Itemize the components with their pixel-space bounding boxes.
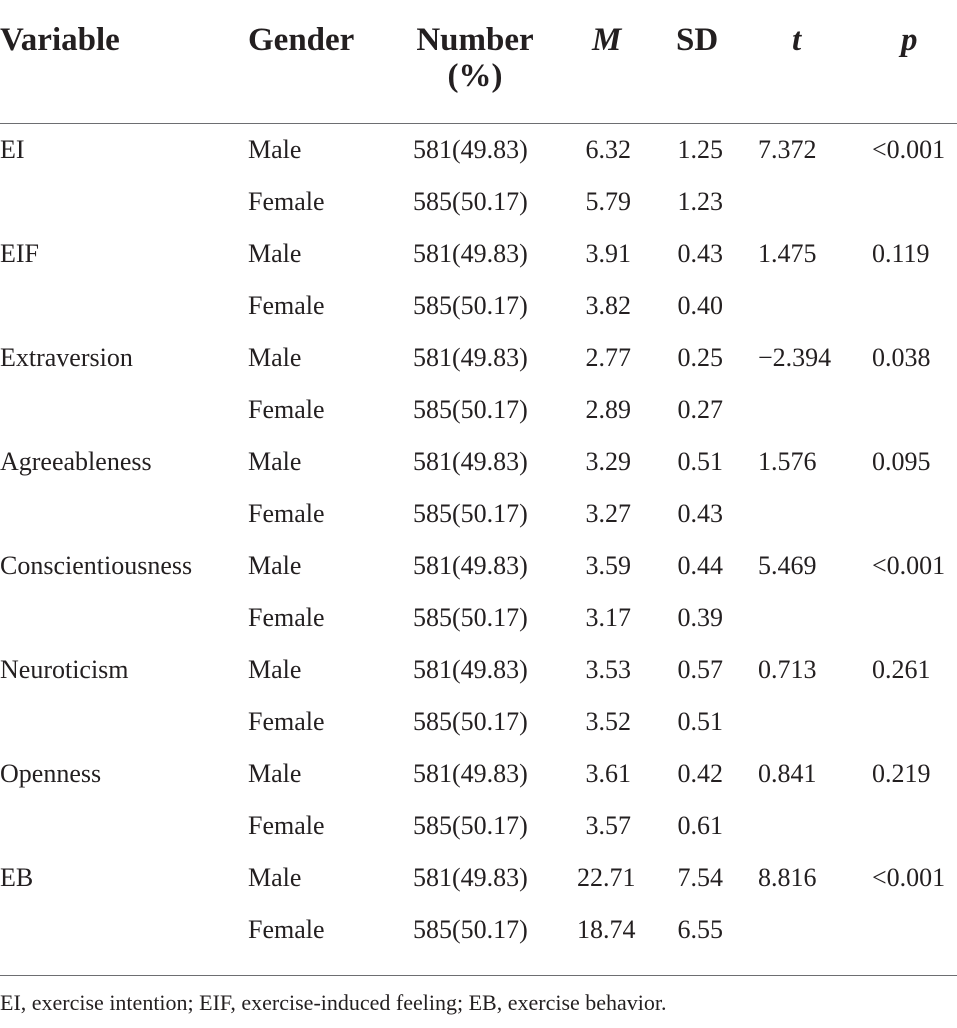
cell-t: 5.469 bbox=[758, 551, 817, 580]
cell-sd: 0.44 bbox=[677, 551, 723, 580]
header-number: Number (%) bbox=[416, 22, 534, 94]
cell-gender: Male bbox=[248, 863, 302, 892]
table-row bbox=[0, 492, 957, 544]
table-row bbox=[0, 700, 957, 752]
cell-number: 581(49.83) bbox=[413, 447, 528, 476]
cell-sd: 0.61 bbox=[677, 811, 723, 840]
cell-gender: Male bbox=[248, 551, 302, 580]
table-row bbox=[0, 648, 957, 700]
cell-gender: Female bbox=[248, 499, 325, 528]
cell-mean: 18.74 bbox=[577, 915, 636, 944]
table-row bbox=[0, 388, 957, 440]
cell-t: 0.841 bbox=[758, 759, 817, 788]
cell-gender: Male bbox=[248, 655, 302, 684]
cell-variable: EB bbox=[0, 863, 34, 892]
cell-t: 7.372 bbox=[758, 135, 817, 164]
cell-mean: 3.52 bbox=[585, 707, 631, 736]
cell-p: <0.001 bbox=[872, 135, 946, 164]
bottom-rule bbox=[0, 975, 957, 976]
cell-sd: 0.57 bbox=[677, 655, 723, 684]
cell-sd: 1.25 bbox=[677, 135, 723, 164]
cell-mean: 2.77 bbox=[585, 343, 631, 372]
cell-gender: Male bbox=[248, 239, 302, 268]
table-row bbox=[0, 232, 957, 284]
table-row bbox=[0, 596, 957, 648]
cell-sd: 0.39 bbox=[677, 603, 723, 632]
cell-sd: 0.42 bbox=[677, 759, 723, 788]
table-row bbox=[0, 440, 957, 492]
cell-gender: Female bbox=[248, 915, 325, 944]
table-row bbox=[0, 128, 957, 180]
cell-sd: 0.43 bbox=[677, 499, 723, 528]
cell-sd: 0.51 bbox=[677, 447, 723, 476]
header-mean: M bbox=[592, 22, 622, 58]
cell-number: 581(49.83) bbox=[413, 655, 528, 684]
cell-gender: Female bbox=[248, 811, 325, 840]
header-variable: Variable bbox=[0, 22, 120, 58]
cell-mean: 3.61 bbox=[585, 759, 631, 788]
cell-t: 1.576 bbox=[758, 447, 817, 476]
cell-gender: Female bbox=[248, 395, 325, 424]
header-t: t bbox=[792, 22, 802, 58]
cell-gender: Male bbox=[248, 135, 302, 164]
cell-mean: 2.89 bbox=[585, 395, 631, 424]
cell-t: 0.713 bbox=[758, 655, 817, 684]
cell-sd: 7.54 bbox=[677, 863, 723, 892]
cell-mean: 3.91 bbox=[585, 239, 631, 268]
cell-sd: 0.27 bbox=[677, 395, 723, 424]
cell-mean: 3.82 bbox=[585, 291, 631, 320]
cell-p: <0.001 bbox=[872, 863, 946, 892]
cell-number: 581(49.83) bbox=[413, 759, 528, 788]
table-body bbox=[0, 128, 957, 960]
header-gender: Gender bbox=[248, 22, 355, 58]
cell-mean: 3.27 bbox=[585, 499, 631, 528]
cell-t: −2.394 bbox=[758, 343, 832, 372]
cell-p: <0.001 bbox=[872, 551, 946, 580]
table-row bbox=[0, 752, 957, 804]
cell-sd: 0.25 bbox=[677, 343, 723, 372]
cell-mean: 22.71 bbox=[577, 863, 636, 892]
cell-gender: Female bbox=[248, 291, 325, 320]
table-row bbox=[0, 284, 957, 336]
cell-gender: Male bbox=[248, 343, 302, 372]
cell-number: 585(50.17) bbox=[413, 291, 528, 320]
cell-number: 581(49.83) bbox=[413, 239, 528, 268]
cell-mean: 5.79 bbox=[585, 187, 631, 216]
table-row bbox=[0, 856, 957, 908]
cell-number: 585(50.17) bbox=[413, 187, 528, 216]
cell-gender: Female bbox=[248, 707, 325, 736]
cell-mean: 3.29 bbox=[585, 447, 631, 476]
cell-number: 581(49.83) bbox=[413, 135, 528, 164]
cell-variable: Extraversion bbox=[0, 343, 133, 372]
cell-number: 581(49.83) bbox=[413, 343, 528, 372]
cell-mean: 3.57 bbox=[585, 811, 631, 840]
cell-variable: Neuroticism bbox=[0, 655, 129, 684]
cell-number: 585(50.17) bbox=[413, 603, 528, 632]
cell-sd: 0.43 bbox=[677, 239, 723, 268]
cell-number: 581(49.83) bbox=[413, 863, 528, 892]
cell-sd: 0.51 bbox=[677, 707, 723, 736]
cell-variable: EI bbox=[0, 135, 25, 164]
cell-p: 0.261 bbox=[872, 655, 931, 684]
cell-mean: 3.17 bbox=[585, 603, 631, 632]
cell-gender: Male bbox=[248, 759, 302, 788]
cell-number: 585(50.17) bbox=[413, 707, 528, 736]
table-row bbox=[0, 180, 957, 232]
cell-p: 0.095 bbox=[872, 447, 931, 476]
cell-gender: Female bbox=[248, 187, 325, 216]
cell-mean: 6.32 bbox=[585, 135, 631, 164]
cell-variable: EIF bbox=[0, 239, 39, 268]
cell-variable: Openness bbox=[0, 759, 102, 788]
cell-mean: 3.53 bbox=[585, 655, 631, 684]
cell-p: 0.219 bbox=[872, 759, 931, 788]
cell-variable: Agreeableness bbox=[0, 447, 152, 476]
cell-mean: 3.59 bbox=[585, 551, 631, 580]
cell-variable: Conscientiousness bbox=[0, 551, 193, 580]
table-header bbox=[0, 22, 957, 122]
header-sd: SD bbox=[676, 22, 719, 58]
cell-t: 1.475 bbox=[758, 239, 817, 268]
cell-number: 585(50.17) bbox=[413, 395, 528, 424]
cell-number: 585(50.17) bbox=[413, 915, 528, 944]
header-p: p bbox=[901, 22, 918, 58]
table-row bbox=[0, 544, 957, 596]
cell-number: 585(50.17) bbox=[413, 811, 528, 840]
table-row bbox=[0, 908, 957, 960]
cell-t: 8.816 bbox=[758, 863, 817, 892]
cell-p: 0.038 bbox=[872, 343, 931, 372]
table-footnote: EI, exercise intention; EIF, exercise-induced feeling; EB, exercise behavior. bbox=[0, 990, 667, 1015]
cell-sd: 1.23 bbox=[677, 187, 723, 216]
table-row bbox=[0, 804, 957, 856]
cell-p: 0.119 bbox=[872, 239, 930, 268]
cell-gender: Male bbox=[248, 447, 302, 476]
cell-gender: Female bbox=[248, 603, 325, 632]
table-row bbox=[0, 336, 957, 388]
cell-number: 585(50.17) bbox=[413, 499, 528, 528]
cell-sd: 0.40 bbox=[677, 291, 723, 320]
cell-number: 581(49.83) bbox=[413, 551, 528, 580]
cell-sd: 6.55 bbox=[677, 915, 723, 944]
header-rule bbox=[0, 123, 957, 124]
